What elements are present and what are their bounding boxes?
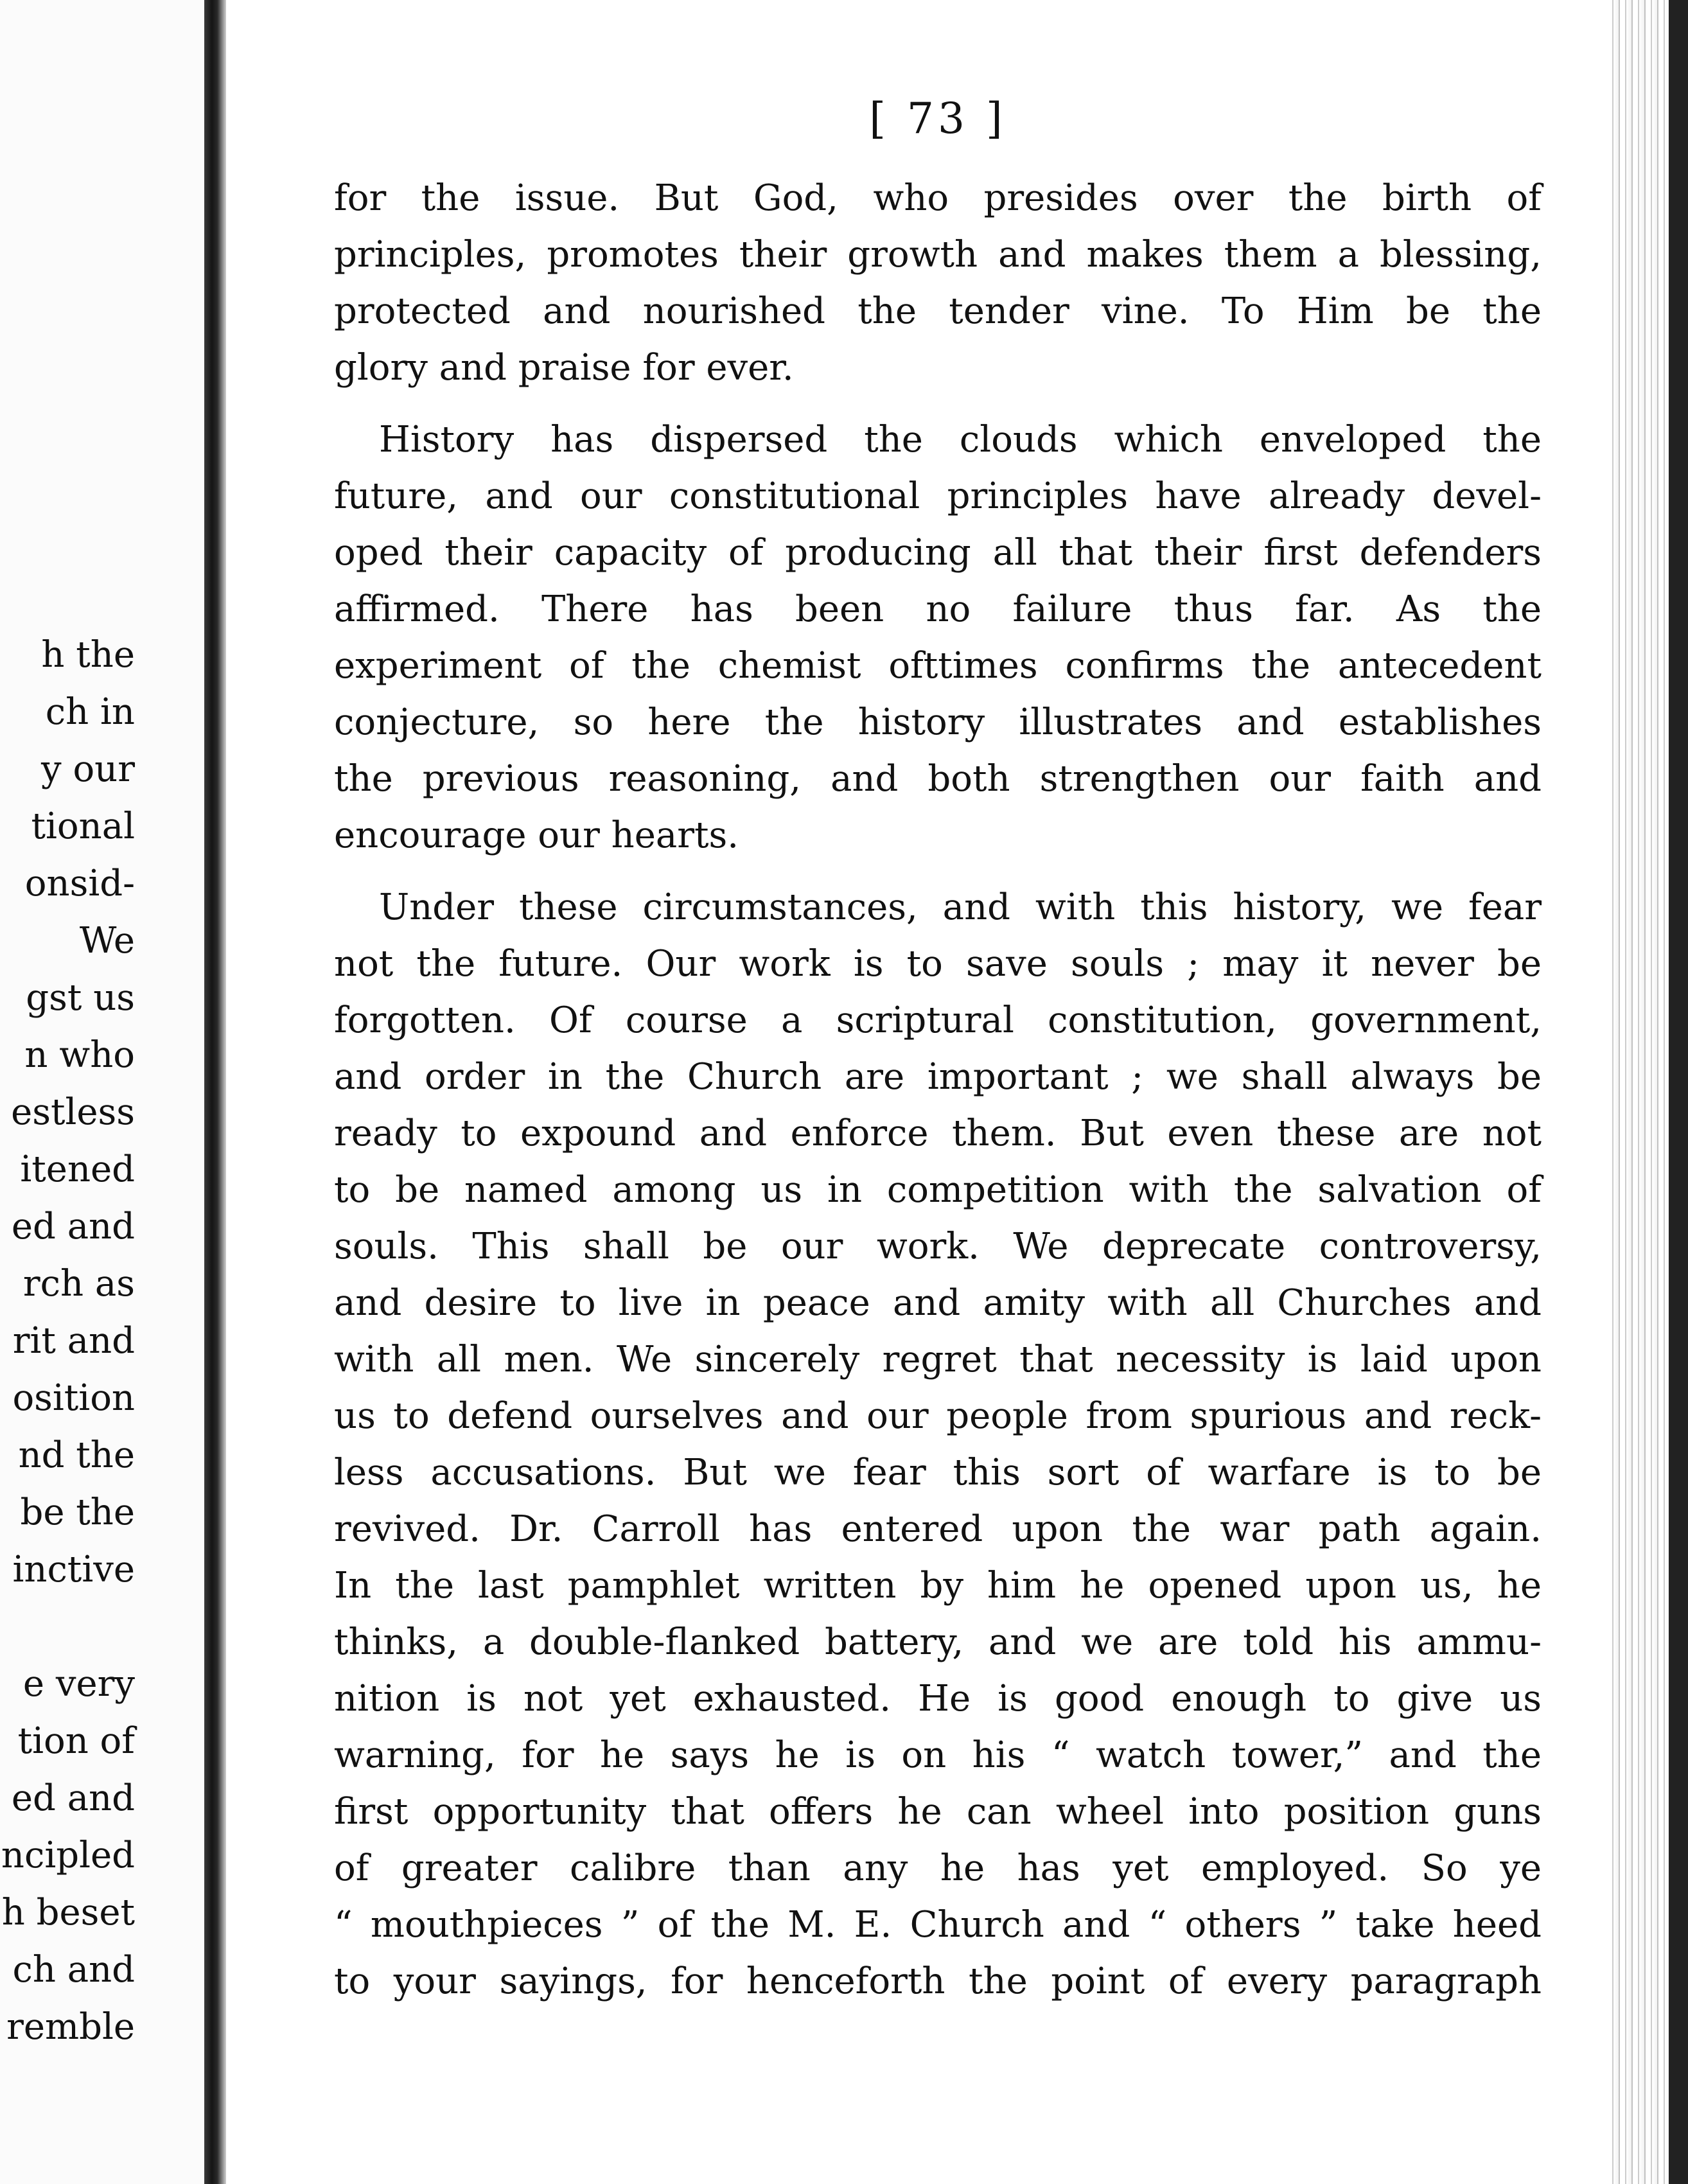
- left-page-line: rch as: [22, 1263, 135, 1305]
- left-page-line: ch in: [45, 691, 135, 733]
- left-facing-page: [0, 0, 204, 2184]
- left-page-line: be the: [20, 1492, 135, 1533]
- text-line: to your sayings, for henceforth the point of every paragraph: [334, 1960, 1542, 2002]
- left-page-line: onsid-: [24, 863, 135, 904]
- left-page-line: inctive: [12, 1549, 135, 1590]
- text-line: principles, promotes their growth and makes them a blessing,: [334, 234, 1542, 276]
- left-page-line: nd the: [18, 1434, 135, 1476]
- page-edges: [1607, 0, 1688, 2184]
- text-line: and desire to live in peace and amity with all Churches and: [334, 1282, 1542, 1324]
- left-page-line: [0, 1598, 135, 1655]
- text-line: the previous reasoning, and both strengthen our faith and: [334, 758, 1542, 800]
- left-page-line: estless: [11, 1091, 135, 1133]
- text-line: revived. Dr. Carroll has entered upon the war path again.: [334, 1508, 1542, 1550]
- left-page-line: tional: [31, 806, 135, 847]
- left-page-line: We: [79, 920, 135, 962]
- text-line: encourage our hearts.: [334, 815, 739, 856]
- text-line: not the future. Our work is to save souls ; may it never be: [334, 943, 1542, 985]
- text-line: nition is not yet exhausted. He is good enough to give us: [334, 1678, 1542, 1720]
- paragraph-1: [334, 170, 1542, 396]
- page-number: [ 73 ]: [869, 94, 1007, 143]
- left-page-line: h beset: [1, 1892, 135, 1933]
- left-page-line: e very: [22, 1663, 135, 1705]
- text-line: to be named among us in competition with the salvation of: [334, 1169, 1542, 1211]
- text-line: and order in the Church are important ; we shall always be: [334, 1056, 1542, 1098]
- text-line: for the issue. But God, who presides over the birth of: [334, 177, 1542, 219]
- left-page-line: gst us: [26, 977, 135, 1019]
- left-page-line: osition: [12, 1377, 135, 1419]
- text-line: forgotten. Of course a scriptural constitution, government,: [334, 1000, 1542, 1041]
- left-page-line: itened: [20, 1149, 135, 1190]
- body-text: [334, 170, 1542, 2025]
- paragraph-2: [334, 412, 1542, 864]
- text-line: thinks, a double-flanked battery, and we are told his ammu-: [334, 1621, 1542, 1663]
- left-page-text: [0, 626, 135, 2056]
- left-page-line: ed and: [11, 1206, 135, 1247]
- book-gutter: [204, 0, 226, 2184]
- text-line: of greater calibre than any he has yet employed. So ye: [334, 1847, 1542, 1889]
- text-line: first opportunity that offers he can wheel into position guns: [334, 1791, 1542, 1833]
- text-line: “ mouthpieces ” of the M. E. Church and “ others ” take heed: [334, 1904, 1542, 1946]
- text-line: ready to expound and enforce them. But even these are not: [334, 1113, 1542, 1154]
- text-line: protected and nourished the tender vine. To Him be the: [334, 290, 1542, 332]
- left-page-line: ncipled: [1, 1835, 135, 1876]
- text-line: In the last pamphlet written by him he opened upon us, he: [334, 1565, 1542, 1607]
- text-line: conjecture, so here the history illustrates and establishes: [334, 701, 1542, 743]
- text-line: glory and praise for ever.: [334, 347, 794, 389]
- text-line: souls. This shall be our work. We deprecate controversy,: [334, 1226, 1542, 1267]
- text-line: us to defend ourselves and our people from spurious and reck-: [334, 1395, 1542, 1437]
- text-line: History has dispersed the clouds which enveloped the: [379, 419, 1542, 461]
- paragraph-3: [334, 879, 1542, 2010]
- left-page-line: tion of: [17, 1720, 135, 1762]
- left-page-line: remble: [6, 2006, 135, 2048]
- text-line: experiment of the chemist ofttimes confirms the antecedent: [334, 645, 1542, 687]
- left-page-line: n who: [24, 1034, 135, 1076]
- text-line: future, and our constitutional principles have already devel-: [334, 475, 1542, 517]
- text-line: with all men. We sincerely regret that necessity is laid upon: [334, 1339, 1542, 1380]
- left-page-line: y our: [41, 748, 135, 790]
- left-page-line: h the: [41, 634, 135, 676]
- text-line: warning, for he says he is on his “ watch tower,” and the: [334, 1734, 1542, 1776]
- text-line: less accusations. But we fear this sort of warfare is to be: [334, 1452, 1542, 1493]
- text-line: oped their capacity of producing all that their first defenders: [334, 532, 1542, 574]
- text-line: affirmed. There has been no failure thus far. As the: [334, 588, 1542, 630]
- left-page-line: ch and: [12, 1949, 135, 1991]
- text-line: Under these circumstances, and with this history, we fear: [379, 886, 1542, 928]
- left-page-line: rit and: [12, 1320, 135, 1362]
- left-page-line: ed and: [11, 1777, 135, 1819]
